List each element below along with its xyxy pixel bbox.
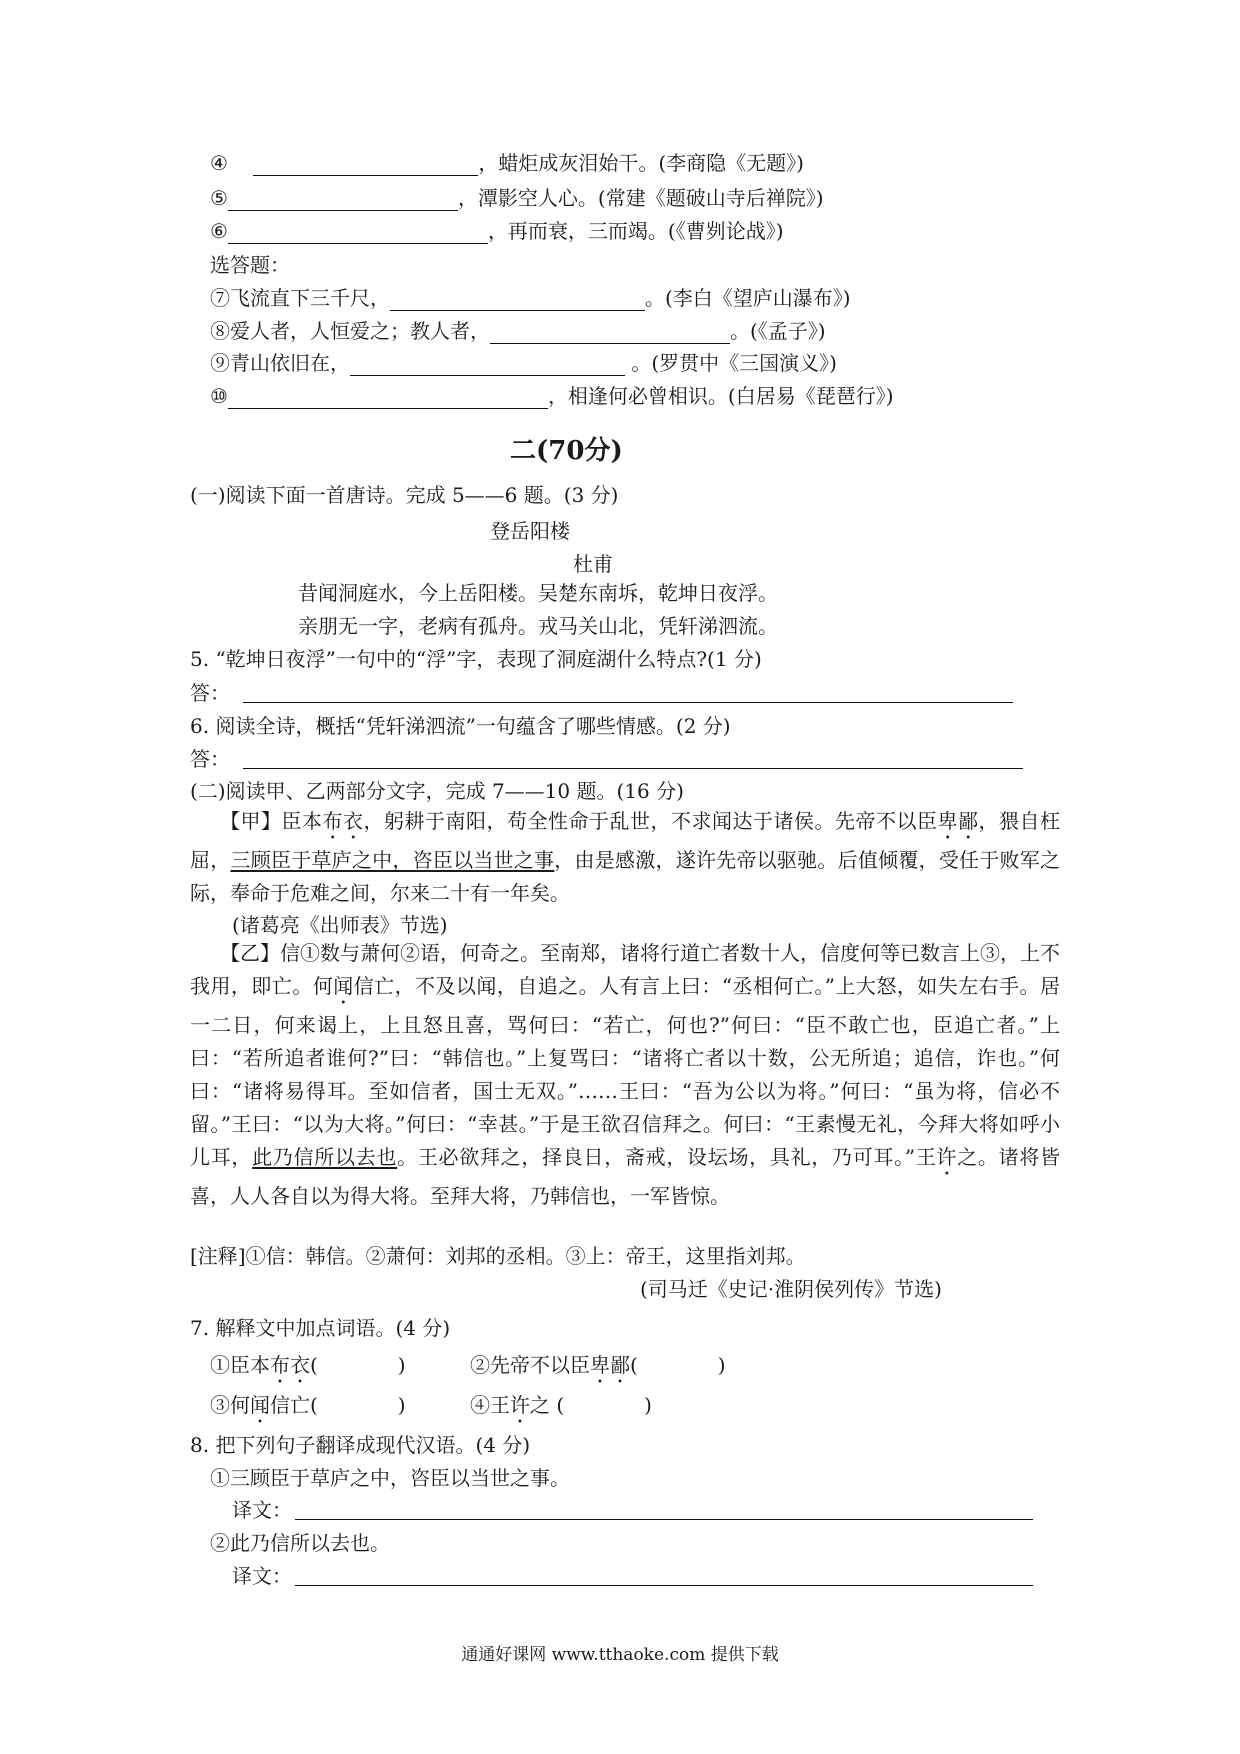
passage-jia: 【甲】臣本布衣，躬耕于南阳，苟全性命于乱世，不求闻达于诸侯。先帝不以臣卑鄙，猥自枉屈，三顾臣于草庐之中，咨臣以当世之事，由是感激，遂许先帝以驱驰。后值倾覆，受任于败军之际，奉命于危难之间，尔来二十有一年矣。 bbox=[190, 809, 1061, 905]
fill-q10: ⑩ ，相逢何必曾相识。(白居易《琵琶行》) bbox=[210, 384, 894, 408]
translation-label: 译文： bbox=[232, 1498, 292, 1522]
q7-item-2: ②先帝不以臣卑鄙( ) bbox=[470, 1353, 726, 1377]
answer-blank[interactable] bbox=[228, 388, 548, 409]
part1-intro: (一)阅读下面一首唐诗。完成 5——6 题。(3 分) bbox=[190, 483, 619, 507]
answer-blank[interactable] bbox=[490, 323, 730, 344]
q7-item-1: ①臣本布衣( ) bbox=[210, 1353, 406, 1377]
answer-label: 答： bbox=[190, 747, 230, 771]
answer-blank[interactable] bbox=[228, 223, 488, 244]
poem-line: 昔闻洞庭水，今上岳阳楼。吴楚东南坼，乾坤日夜浮。 bbox=[298, 581, 778, 605]
fill-q8: ⑧爱人者，人恒爱之；教人者， 。(《孟子》) bbox=[210, 319, 826, 343]
q7-item-3: ③何闻信亡( ) bbox=[210, 1393, 406, 1417]
yi-source: (司马迁《史记·淮阴侯列传》节选) bbox=[640, 1277, 942, 1301]
fill-q6: ⑥ ，再而衰，三而竭。(《曹刿论战》) bbox=[210, 219, 784, 243]
passage-yi: 【乙】信①数与萧何②语，何奇之。至南郑，诸将行道亡者数十人，信度何等已数言上③，上不我用，即亡。何闻信亡，不及以闻，自追之。人有言上曰：“丞相何亡。”上大怒，如失左右手。居一二日，何来谒上，上且怒且喜，骂何曰：“若亡，何也?”何曰：“臣不敢亡也，臣追亡者。”上曰：“若所追者谁何?”曰：“韩信也。”上复骂曰：“诸将亡者以十数，公无所追；追信，诈也。”何曰：“诸将易得耳。至如信者，国士无双。”……王曰：“吾为公以为将。”何曰：“虽为将，信必不留。”王曰：“以为大将。”何曰：“幸甚。”于是王欲召信拜之。何曰：“王素慢无礼，今拜大将如呼小儿耳，此乃信所以去也。王必欲拜之，择良日，斋戒，设坛场，具礼，乃可耳。”王许之。诸将皆喜，人人各自以为得大将。至拜大将，乃韩信也，一军皆惊。 bbox=[190, 941, 1061, 1208]
answer-line[interactable] bbox=[243, 702, 1013, 703]
question-7: 7. 解释文中加点词语。(4 分) bbox=[190, 1316, 451, 1340]
q8-sentence-1: ①三顾臣于草庐之中，咨臣以当世之事。 bbox=[210, 1466, 570, 1490]
footer: 通通好课网 www.tthaoke.com 提供下载 bbox=[461, 1645, 779, 1665]
translation-line[interactable] bbox=[295, 1585, 1033, 1586]
poem-author: 杜甫 bbox=[573, 552, 613, 576]
question-5: 5. “乾坤日夜浮”一句中的“浮”字，表现了洞庭湖什么特点?(1 分) bbox=[190, 647, 762, 671]
fill-q7: ⑦飞流直下三千尺， 。(李白《望庐山瀑布》) bbox=[210, 286, 851, 310]
answer-label: 答： bbox=[190, 681, 230, 705]
question-6: 6. 阅读全诗，概括“凭轩涕泗流”一句蕴含了哪些情感。(2 分) bbox=[190, 714, 731, 738]
translation-line[interactable] bbox=[295, 1519, 1033, 1520]
fill-q4: ④ ，蜡炬成灰泪始干。(李商隐《无题》) bbox=[210, 151, 804, 175]
question-8: 8. 把下列句子翻译成现代汉语。(4 分) bbox=[190, 1433, 531, 1457]
translation-label: 译文： bbox=[232, 1564, 292, 1588]
jia-source: (诸葛亮《出师表》节选) bbox=[232, 913, 448, 937]
choose-label: 选答题： bbox=[210, 253, 290, 277]
answer-blank[interactable] bbox=[390, 290, 645, 311]
section-title: 二(70分) bbox=[510, 436, 623, 466]
answer-blank[interactable] bbox=[350, 355, 625, 376]
fill-q5: ⑤ ，潭影空人心。(常建《题破山寺后禅院》) bbox=[210, 186, 824, 210]
answer-line[interactable] bbox=[243, 768, 1023, 769]
poem-title: 登岳阳楼 bbox=[490, 519, 570, 543]
part2-intro: (二)阅读甲、乙两部分文字，完成 7——10 题。(16 分) bbox=[190, 779, 684, 803]
answer-blank[interactable] bbox=[228, 190, 458, 211]
fill-q9: ⑨青山依旧在， 。(罗贯中《三国演义》) bbox=[210, 351, 837, 375]
q7-item-4: ④王许之 ( ) bbox=[470, 1393, 652, 1417]
poem-line: 亲朋无一字，老病有孤舟。戎马关山北，凭轩涕泗流。 bbox=[298, 614, 778, 638]
q8-sentence-2: ②此乃信所以去也。 bbox=[210, 1531, 390, 1555]
answer-blank[interactable] bbox=[253, 155, 478, 176]
notes: [注释]①信：韩信。②萧何：刘邦的丞相。③上：帝王，这里指刘邦。 bbox=[190, 1244, 806, 1268]
